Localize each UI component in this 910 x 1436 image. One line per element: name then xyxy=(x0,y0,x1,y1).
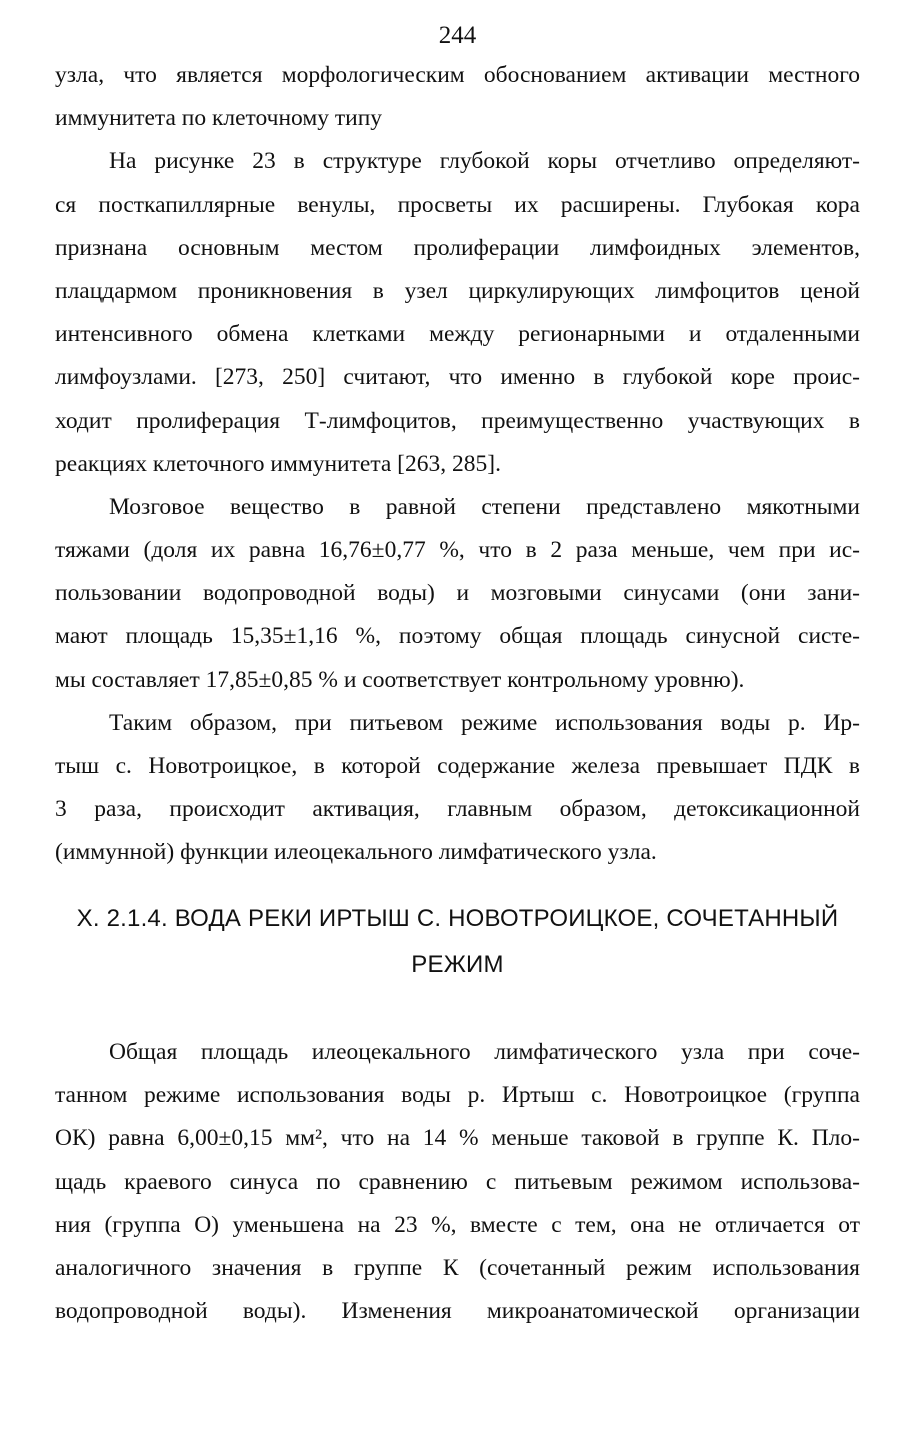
text-line: Общая площадь илеоцекального лимфатического узла при соче- xyxy=(109,1039,860,1065)
text-line: реакциях клеточного иммунитета [263, 285]. xyxy=(55,450,501,477)
text-line: ОК) равна 6,00±0,15 мм², что на 14 % меньше таковой в группе К. Пло- xyxy=(55,1125,860,1152)
text-line: водопроводной воды). Изменения микроанатомической организации xyxy=(55,1298,860,1325)
text-line: 3 раза, происходит активация, главным образом, детоксикационной xyxy=(55,796,860,823)
text-line: На рисунке 23 в структуре глубокой коры отчетливо определяют- xyxy=(109,148,860,175)
text-line: (иммунной) функции илеоцекального лимфатического узла. xyxy=(55,839,657,866)
text-line: лимфоузлами. [273, 250] считают, что именно в глубокой коре проис- xyxy=(55,364,860,391)
text-line: тыш с. Новотроицкое, в которой содержание железа превышает ПДК в xyxy=(55,753,860,779)
text-line: ся посткапиллярные венулы, просветы их расширены. Глубокая кора xyxy=(55,191,860,218)
text-line: мают площадь 15,35±1,16 %, поэтому общая площадь синусной систе- xyxy=(55,623,860,650)
text-line: иммунитета по клеточному типу xyxy=(55,105,383,132)
text-line: ходит пролиферация Т-лимфоцитов, преимущественно участвующих в xyxy=(55,407,860,434)
text-line: мы составляет 17,85±0,85 % и соответствует контрольному уровню). xyxy=(55,666,745,693)
body-text-lower xyxy=(55,1031,860,1333)
text-line: пользовании водопроводной воды) и мозговыми синусами (они зани- xyxy=(55,580,860,607)
text-line: Мозговое вещество в равной степени представлено мякотными xyxy=(109,493,860,520)
text-line: интенсивного обмена клетками между регионарными и отдаленными xyxy=(55,321,860,348)
text-line: ния (группа О) уменьшена на 23 %, вместе с тем, она не отличается от xyxy=(55,1211,860,1238)
text-line: узла, что является морфологическим обоснованием активации местного xyxy=(55,62,860,88)
text-line: аналогичного значения в группе К (сочетанный режим использования xyxy=(55,1254,860,1281)
text-line: Таким образом, при питьевом режиме использования воды р. Ир- xyxy=(109,709,860,736)
body-text-upper xyxy=(55,54,860,875)
page-number: 244 xyxy=(438,22,477,49)
section-heading-line-2: РЕЖИМ xyxy=(411,951,504,978)
text-line: тяжами (доля их равна 16,76±0,77 %, что в 2 раза меньше, чем при ис- xyxy=(55,537,860,564)
text-line: плацдармом проникновения в узел циркулирующих лимфоцитов ценой xyxy=(55,277,860,304)
text-line: признана основным местом пролиферации лимфоидных элементов, xyxy=(55,234,860,261)
text-line: щадь краевого синуса по сравнению с питьевым режимом использова- xyxy=(55,1168,860,1195)
section-heading-line-1: X. 2.1.4. ВОДА РЕКИ ИРТЫШ С. НОВОТРОИЦКОЕ, СОЧЕТАННЫЙ xyxy=(76,905,839,932)
section-heading xyxy=(55,896,860,988)
text-line: танном режиме использования воды р. Иртыш с. Новотроицкое (группа xyxy=(55,1082,860,1109)
